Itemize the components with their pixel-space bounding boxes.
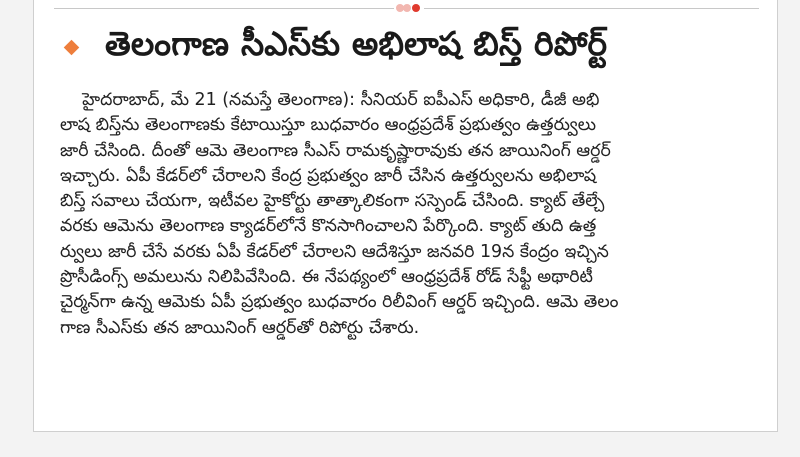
ornament-dots-icon <box>394 2 424 14</box>
body-line: హైదరాబాద్, మే 21 (నమస్తే తెలంగాణ): సీనియర్ ఐపీఎస్ అధికారి, డీజీ అభి <box>60 90 600 110</box>
ornament-dot-red <box>412 4 420 12</box>
body-line: లాష బిస్త్‌ను తెలంగాణకు కేటాయిస్తూ బుధవారం ఆంధ్రప్రదేశ్ ప్రభుత్వం ఉత్తర్వులు <box>60 115 597 136</box>
headline-row <box>56 22 761 72</box>
ornament-dot-light <box>403 4 411 12</box>
top-divider-right <box>424 8 759 9</box>
article-headline: తెలంగాణ సీఎస్‌కు అభిలాష బిస్త్ రిపోర్ట్ <box>105 23 608 63</box>
article-body <box>60 88 760 341</box>
body-line: గాణ సీఎస్‌కు తన జాయినింగ్ ఆర్డర్‌తో రిపోర్టు చేశారు. <box>60 317 420 338</box>
body-line: చైర్మన్‌గా ఉన్న ఆమెకు ఏపీ ప్రభుత్వం బుధవారం రిలీవింగ్ ఆర్డర్ ఇచ్చింది. ఆమె తెలం <box>60 292 619 313</box>
body-line: ర్వులు జారీ చేసే వరకు ఏపీ కేడర్‌లో చేరాలని ఆదేశిస్తూ జనవరి 19న కేంద్రం ఇచ్చిన <box>60 241 609 262</box>
top-divider-left <box>54 8 394 9</box>
body-line: వరకు ఆమెను తెలంగాణ క్యాడర్‌లోనే కొనసాగించాలని పేర్కొంది. క్యాట్ తుది ఉత్త <box>60 216 597 237</box>
news-clipping <box>33 0 778 432</box>
body-line: బిస్త్ సవాలు చేయగా, ఇటీవల హైకోర్టు తాత్కాలికంగా సస్పెండ్ చేసింది. క్యాట్ తేల్చే <box>60 191 605 212</box>
body-line: జారీ చేసింది. దీంతో ఆమె తెలంగాణ సీఎస్ రామకృష్ణారావుకు తన జాయినింగ్ ఆర్డర్ <box>60 140 611 161</box>
body-line: ఇచ్చారు. ఏపీ కేడర్‌లో చేరాలని కేంద్ర ప్రభుత్వం జారీ చేసిన ఉత్తర్వులను అభిలాష <box>60 165 597 186</box>
diamond-bullet-icon <box>64 39 80 55</box>
body-line: ప్రొసీడింగ్స్ అమలును నిలిపివేసింది. ఈ నేపథ్యంలో ఆంధ్రప్రదేశ్ రోడ్ సేఫ్టీ అథారిటీ <box>60 267 593 288</box>
